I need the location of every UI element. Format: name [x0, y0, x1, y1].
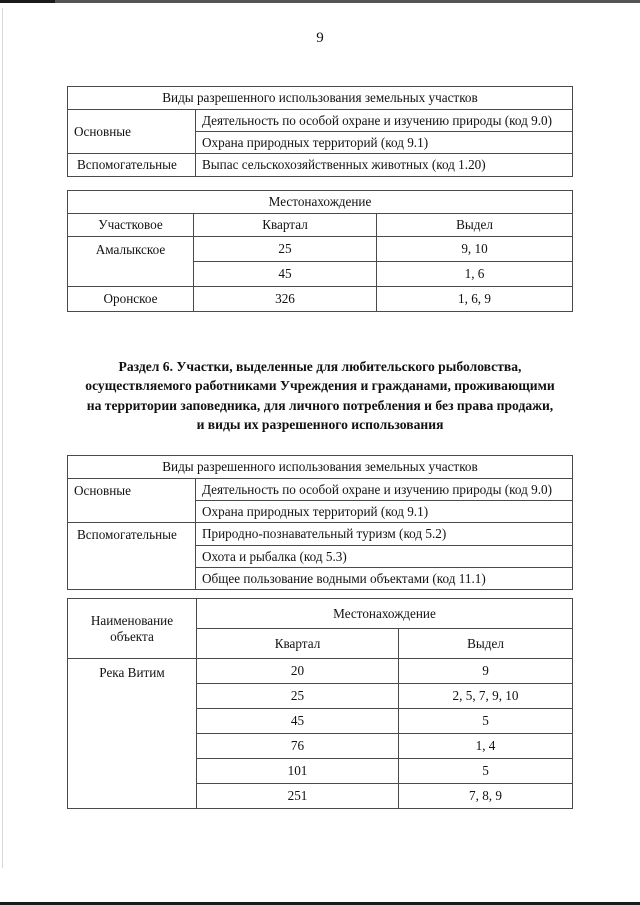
quarter-cell: 45 — [197, 709, 399, 734]
table-row — [68, 456, 573, 479]
section-heading-line: и виды их разрешенного использования — [196, 416, 444, 432]
quarter-cell: 20 — [197, 659, 399, 684]
section-heading-line: осуществляемого работниками Учреждения и гражданами, проживающими — [85, 378, 555, 394]
use-category-cell: Основные — [68, 479, 196, 523]
quarter-cell: 45 — [194, 262, 377, 287]
quarter-cell: 326 — [194, 287, 377, 312]
table-permitted-uses-section5 — [67, 86, 573, 177]
table-title-cell: Местонахождение — [68, 191, 573, 214]
table-title-cell: Виды разрешенного использования земельных участков — [68, 87, 573, 110]
table-row — [68, 237, 573, 262]
table-row — [68, 191, 573, 214]
column-header-plot: Выдел — [399, 629, 573, 659]
plot-cell: 7, 8, 9 — [399, 784, 573, 809]
table-row — [68, 287, 573, 312]
quarter-cell: 76 — [197, 734, 399, 759]
table-row — [68, 110, 573, 132]
use-description-cell: Охота и рыбалка (код 5.3) — [196, 545, 573, 567]
quarter-cell: 101 — [197, 759, 399, 784]
quarter-cell: 25 — [194, 237, 377, 262]
section-heading-line: на территории заповедника, для личного потребления и без права продажи, — [86, 397, 554, 413]
use-description-cell: Выпас сельскохозяйственных животных (код 1.20) — [196, 154, 573, 176]
use-category-cell: Вспомогательные — [68, 154, 196, 176]
column-header-object-name: Наименование объекта — [68, 599, 197, 659]
use-description-cell: Природно-познавательный туризм (код 5.2) — [196, 523, 573, 545]
plot-cell: 1, 6 — [377, 262, 573, 287]
use-description-cell: Деятельность по особой охране и изучению природы (код 9.0) — [196, 479, 573, 501]
plot-cell: 9, 10 — [377, 237, 573, 262]
column-header-plot: Выдел — [377, 214, 573, 237]
table-row — [68, 154, 573, 176]
plot-cell: 1, 4 — [399, 734, 573, 759]
table-row — [68, 479, 573, 501]
use-description-cell: Деятельность по особой охране и изучению природы (код 9.0) — [196, 110, 573, 132]
area-name-cell: Оронское — [68, 287, 194, 312]
page-number: 9 — [316, 30, 324, 46]
plot-cell: 2, 5, 7, 9, 10 — [399, 684, 573, 709]
table-row — [68, 87, 573, 110]
use-description-cell: Охрана природных территорий (код 9.1) — [196, 132, 573, 154]
use-description-cell: Охрана природных территорий (код 9.1) — [196, 501, 573, 523]
scan-edge-left — [2, 8, 3, 868]
table-permitted-uses-section6 — [67, 455, 573, 590]
quarter-cell: 25 — [197, 684, 399, 709]
plot-cell: 1, 6, 9 — [377, 287, 573, 312]
table-location-section6 — [67, 598, 573, 809]
area-name-cell: Амалыкское — [68, 237, 194, 287]
quarter-cell: 251 — [197, 784, 399, 809]
table-header-row — [68, 599, 573, 629]
column-header-location: Местонахождение — [197, 599, 573, 629]
plot-cell: 5 — [399, 709, 573, 734]
table-title-cell: Виды разрешенного использования земельных участков — [68, 456, 573, 479]
use-description-cell: Общее пользование водными объектами (код 11.1) — [196, 567, 573, 589]
use-category-cell: Вспомогательные — [68, 523, 196, 590]
plot-cell: 5 — [399, 759, 573, 784]
scan-edge-top-highlight — [55, 0, 640, 3]
table-header-row — [68, 214, 573, 237]
table-location-section5 — [67, 190, 573, 312]
column-header-quarter: Квартал — [197, 629, 399, 659]
use-category-cell: Основные — [68, 110, 196, 154]
plot-cell: 9 — [399, 659, 573, 684]
column-header-area: Участковое — [68, 214, 194, 237]
table-row — [68, 523, 573, 545]
section-heading — [55, 357, 585, 434]
object-name-cell: Река Витим — [68, 659, 197, 809]
section-heading-line: Раздел 6. Участки, выделенные для любительского рыболовства, — [118, 359, 522, 374]
table-row — [68, 659, 573, 684]
column-header-quarter: Квартал — [194, 214, 377, 237]
